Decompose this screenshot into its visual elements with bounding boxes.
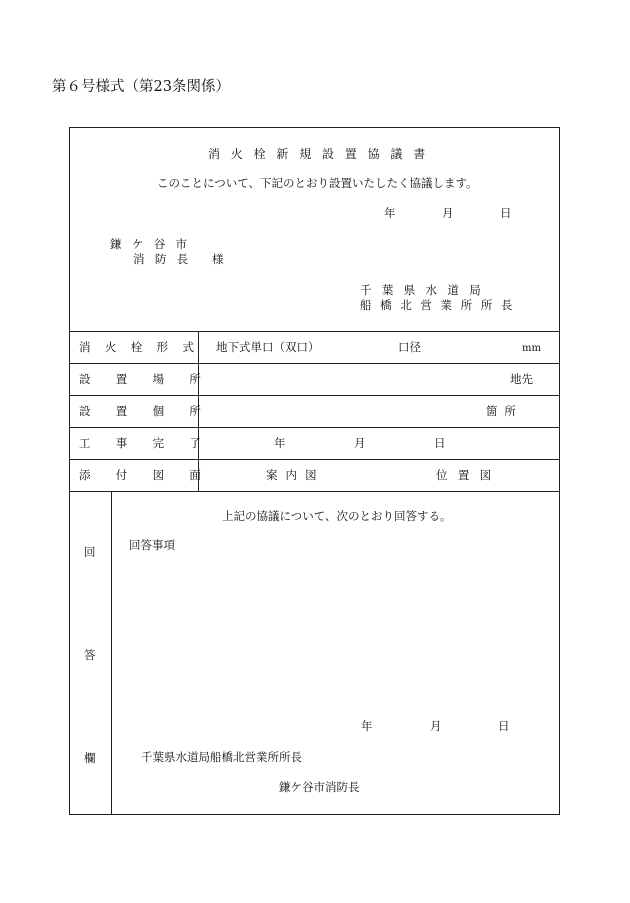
reply-recipient: 千葉県水道局船橋北営業所所長 <box>141 750 302 764</box>
reply-responder: 鎌ケ谷市消防長 <box>279 780 360 794</box>
date-year: 年 <box>384 206 396 220</box>
addressee-line1: 鎌ケ谷市 <box>110 237 198 251</box>
completion-month: 月 <box>354 436 366 450</box>
addressee-honorific: 様 <box>212 252 224 266</box>
reply-label-char: 回 <box>84 545 96 559</box>
intro-text: このことについて、下記のとおり設置いたしたく協議します。 <box>157 176 478 190</box>
divider-line <box>69 491 560 492</box>
drawing-guide-map: 案内図 <box>266 468 325 482</box>
caliber-unit: mm <box>522 343 541 354</box>
label-drawings: 添付図面 <box>79 468 227 482</box>
date-month: 月 <box>442 206 454 220</box>
label-location: 設置場所 <box>79 372 227 386</box>
completion-day: 日 <box>434 436 446 450</box>
hydrant-type-value: 地下式単口（双口） <box>216 340 320 354</box>
drawing-site-map: 位置図 <box>436 468 502 482</box>
caliber-label: 口径 <box>398 340 421 354</box>
sender-line1: 千葉県水道局 <box>360 283 492 297</box>
reply-date-month: 月 <box>430 719 442 733</box>
reply-items-label: 回答事項 <box>129 538 175 552</box>
divider-line <box>69 427 560 428</box>
reply-date-day: 日 <box>498 719 510 733</box>
divider-line <box>69 331 560 332</box>
label-completion: 工事完了 <box>79 436 227 450</box>
label-count: 設置個所 <box>79 404 227 418</box>
count-suffix: 箇所 <box>486 404 523 418</box>
reply-label-char: 答 <box>84 648 96 662</box>
divider-line <box>69 363 560 364</box>
label-hydrant-type: 消火栓形式 <box>79 340 209 354</box>
reply-label-char: 欄 <box>84 751 96 765</box>
divider-line <box>69 395 560 396</box>
sender-line2: 船橋北営業所所長 <box>360 298 521 312</box>
date-day: 日 <box>500 206 512 220</box>
divider-line <box>69 459 560 460</box>
completion-year: 年 <box>274 436 286 450</box>
location-suffix: 地先 <box>510 372 533 386</box>
reply-date-year: 年 <box>361 719 373 733</box>
document-title: 消火栓新規設置協議書 <box>208 147 437 161</box>
form-number: 第６号様式（第23条関係） <box>52 79 230 95</box>
reply-intro: 上記の協議について、次のとおり回答する。 <box>222 509 452 523</box>
column-divider <box>111 491 112 815</box>
addressee-line2: 消防長 <box>133 252 199 266</box>
